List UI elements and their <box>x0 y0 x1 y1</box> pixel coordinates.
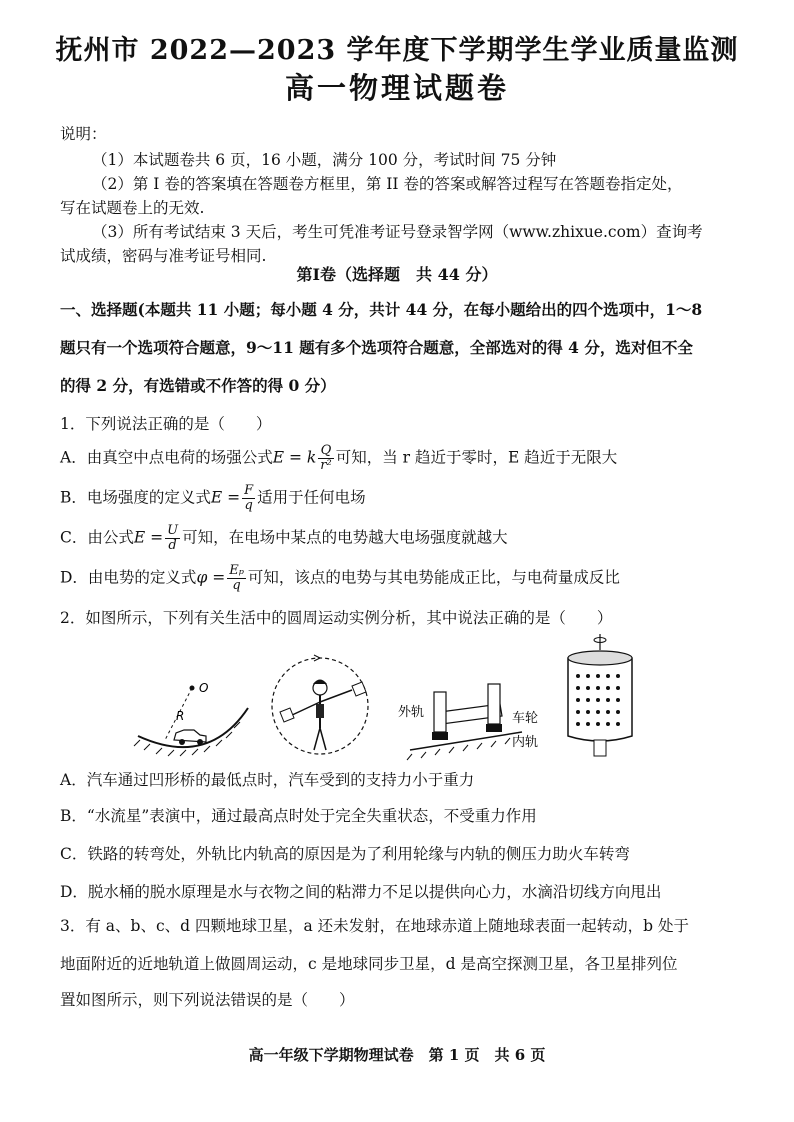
q1-option-c: C．由公式E = $\frac{U}{d}$ 可知，在电场中某点的电势越大电场强度就越大 <box>60 523 508 553</box>
label-O: O <box>199 681 209 695</box>
q1-option-d: D．由电势的定义式φ = $\frac{\text{Eₚ}}{q}$ 可知，该点的电势与其电势能成正比，与电荷量成反比 <box>60 563 620 593</box>
instruction-2a: （2）第 I 卷的答案填在答题卷方框里，第 II 卷的答案或解答过程写在答题卷指定处， <box>92 175 683 193</box>
concave-bridge-figure <box>134 681 248 756</box>
label-R: R <box>176 709 185 723</box>
q2-option-d: D．脱水桶的脱水原理是水与衣物之间的粘滞力不足以提供向心力，水滴沿切线方向甩出 <box>60 883 662 901</box>
q2-option-b: B．“水流星”表演中，通过最高点时处于完全失重状态，不受重力作用 <box>60 807 537 825</box>
label-wheel: 车轮 <box>512 711 539 726</box>
q1-option-a: A．由真空中点电荷的场强公式E = k $\frac{Q}{\text{r²}}$ 可知，当 r 趋近于零时，E 趋近于无限大 <box>60 443 618 473</box>
exam-subtitle: 高一物理试题卷 <box>284 71 509 105</box>
q1-option-b: B．电场强度的定义式E = $\frac{F}{q}$ 适用于任何电场 <box>60 483 366 513</box>
instruction-2b: 写在试题卷上的无效. <box>60 199 205 217</box>
section-intro-1: 一、选择题(本题共 11 小题；每小题 4 分，共计 44 分，在每小题给出的四个选项中，1～8 <box>60 300 703 319</box>
water-meteor-figure <box>272 655 368 754</box>
label-inner-rail: 内轨 <box>512 735 539 750</box>
instruction-3a: （3）所有考试结束 3 天后，考生可凭准考证号登录智学网（www.zhixue.com）查询考 <box>92 223 703 241</box>
q3-line-3: 置如图所示，则下列说法错误的是（ ） <box>60 991 355 1009</box>
railway-figure <box>398 684 538 760</box>
section-title: 第I卷（选择题 共 44 分） <box>296 265 498 284</box>
instruction-1: （1）本试题卷共 6 页，16 小题，满分 100 分，考试时间 75 分钟 <box>92 151 557 169</box>
q3-line-2: 地面附近的近地轨道上做圆周运动，c 是地球同步卫星，d 是高空探测卫星，各卫星排列位 <box>60 955 678 973</box>
instructions-heading: 说明： <box>60 125 107 143</box>
exam-title: 抚州市 2022—2023 学年度下学期学生学业质量监测 <box>55 35 739 66</box>
q1-stem: 1．下列说法正确的是（ ） <box>60 415 272 433</box>
car-icon <box>174 730 206 745</box>
section-intro-2: 题只有一个选项符合题意，9～11 题有多个选项符合题意，全部选对的得 4 分，选对但不全 <box>60 338 693 357</box>
q2-stem: 2．如图所示，下列有关生活中的圆周运动实例分析，其中说法正确的是（ ） <box>60 609 613 627</box>
label-outer-rail: 外轨 <box>398 705 425 720</box>
q2-option-a: A．汽车通过凹形桥的最低点时，汽车受到的支持力小于重力 <box>60 771 475 789</box>
section-intro-3: 的得 2 分，有选错或不作答的得 0 分） <box>60 376 336 395</box>
q3-line-1: 3．有 a、b、c、d 四颗地球卫星，a 还未发射，在地球赤道上随地球表面一起转动，b 处于 <box>60 917 690 935</box>
q2-option-c: C．铁路的转弯处，外轨比内轨高的原因是为了利用轮缘与内轨的侧压力助火车转弯 <box>60 845 630 863</box>
instruction-3b: 试成绩，密码与准考证号相同. <box>60 247 267 265</box>
page-footer: 高一年级下学期物理试卷 第 1 页 共 6 页 <box>248 1046 546 1064</box>
performer-icon <box>290 680 352 751</box>
q2-figures <box>120 632 660 764</box>
spin-dryer-figure <box>568 634 632 756</box>
